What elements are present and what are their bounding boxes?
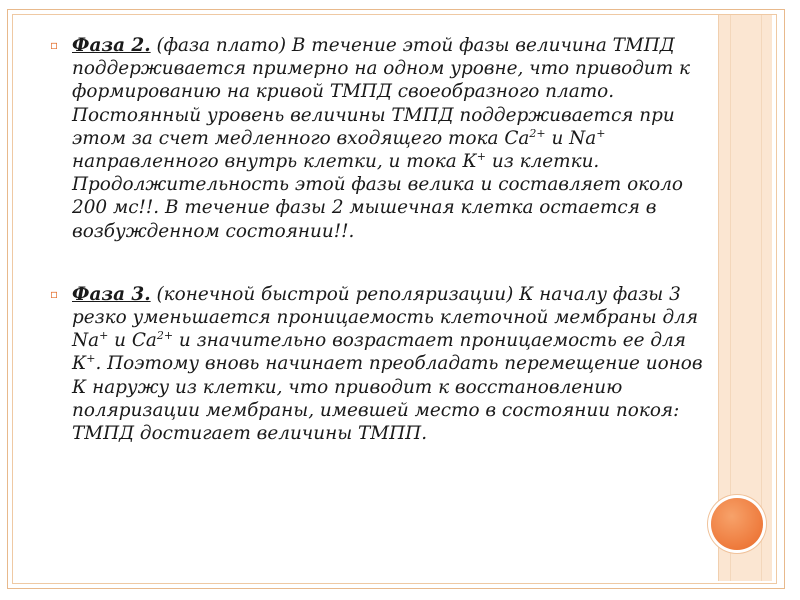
ion-charge: 2+ [156, 329, 174, 343]
paragraph-phase-2 [50, 34, 705, 243]
phase-3-text: и Са [108, 330, 157, 352]
phase-3-heading: Фаза 3. [72, 283, 151, 305]
ion-charge: 2+ [529, 126, 546, 140]
phase-2-heading: Фаза 2. [72, 35, 151, 56]
ion-charge: + [596, 126, 606, 140]
phase-2-text: и Na [545, 127, 597, 149]
phase-2-text: (фаза плато) В течение этой фазы величина ТМПД поддерживается примерно на одном уровне, что приводит к формированию на кривой ТМПД своеобразного плато. Постоянный уровень величины ТМПД поддерживается при этом за счет медленного входящего тока Са [72, 35, 690, 149]
phase-3-text: и значительно возрастает проницаемость ее для К [72, 330, 686, 375]
slide-content [50, 34, 705, 445]
ion-charge: + [86, 352, 96, 366]
decorative-bar-lines [730, 15, 762, 581]
paragraph-phase-3 [50, 283, 705, 445]
phase-2-text: из клетки. Продолжительность этой фазы велика и составляет около 200 мс!!. В течение фазы 2 мышечная клетка остается в возбужденном состоянии!!. [72, 151, 683, 242]
decorative-orange-circle-icon [711, 498, 763, 550]
square-bullet-icon: ▫ [50, 286, 59, 301]
ion-charge: + [99, 329, 109, 343]
square-bullet-icon: ▫ [50, 38, 59, 52]
ion-charge: + [476, 149, 487, 163]
phase-3-text: (конечной быстрой реполяризации) К началу фазы 3 резко уменьшается проницаемость клеточной мембраны для Na [72, 283, 699, 352]
phase-3-text: . Поэтому вновь начинает преобладать перемещение ионов К наружу из клетки, что приводит к восстановлению поляризации мембраны, имевшей место в состоянии покоя: ТМПД достигает величины ТМПП. [72, 353, 703, 445]
phase-2-text: направленного внутрь клетки, и тока К [72, 151, 477, 173]
